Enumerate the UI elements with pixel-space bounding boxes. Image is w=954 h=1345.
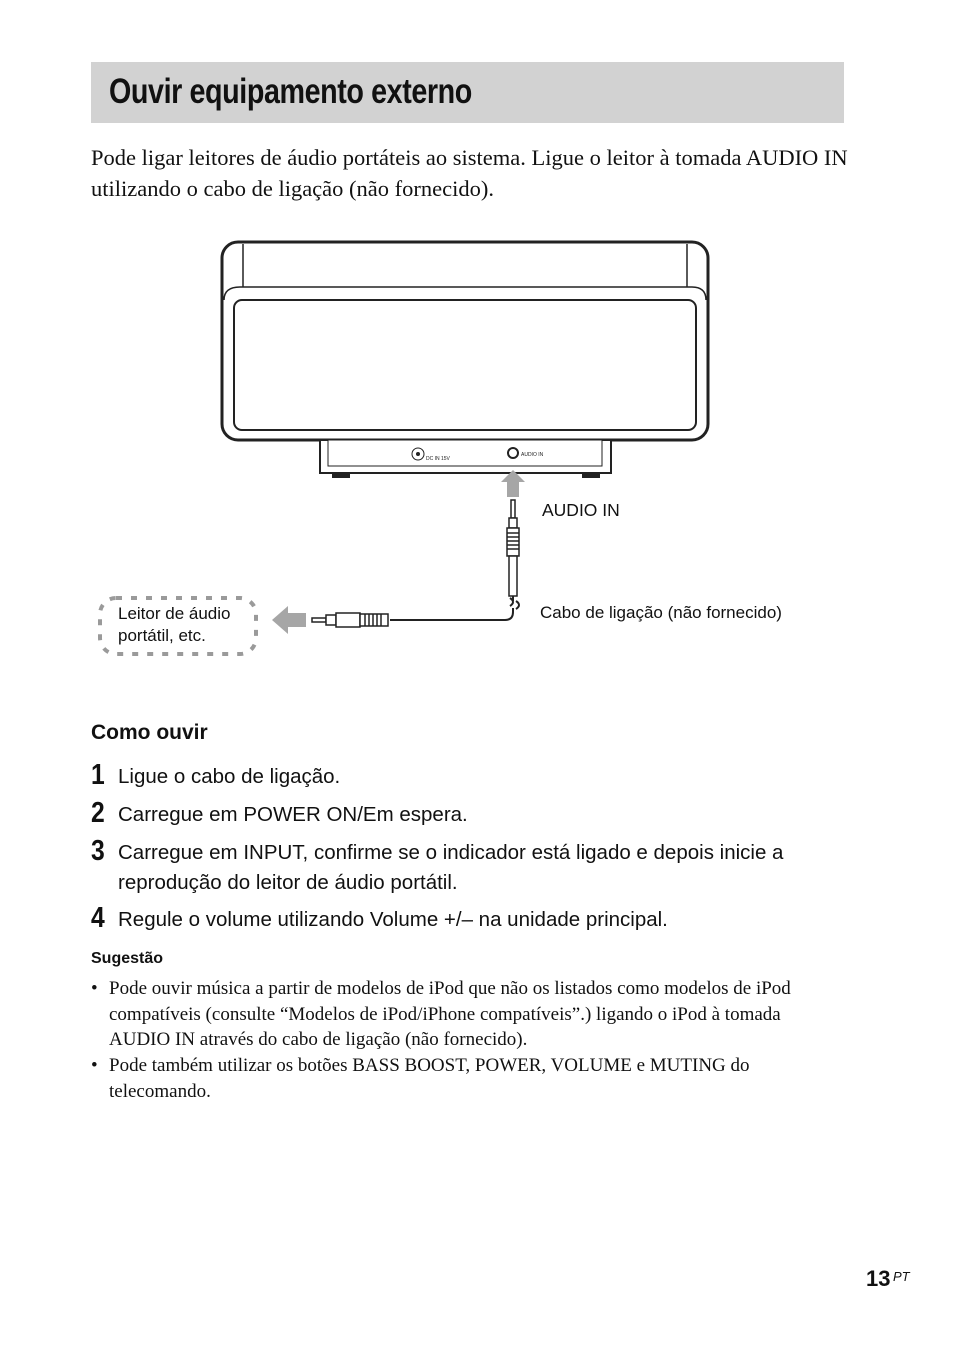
step-text: Carregue em POWER ON/Em espera. <box>118 803 468 826</box>
player-label-line1: Leitor de áudio <box>118 604 231 623</box>
dc-in-label: DC IN 15V <box>426 456 450 462</box>
tip-text: Pode também utilizar os botões BASS BOOST, POWER, VOLUME e MUTING do telecomando. <box>109 1055 750 1102</box>
step-number: 3 <box>91 835 105 867</box>
tip-text: Pode ouvir música a partir de modelos de iPod que não os listados como modelos de iPod compatíveis (consulte “Modelos de iPod/iPhone compatíveis”.) ligando o iPod à tomada AUDIO IN através do cabo de ligação (não fornecido). <box>109 978 791 1050</box>
audio-plug-horizontal <box>312 613 388 627</box>
speaker-foot-right <box>582 473 600 478</box>
speaker-foot-left <box>332 473 350 478</box>
bullet: • <box>91 978 98 999</box>
intro-paragraph: Pode ligar leitores de áudio portáteis ao sistema. Ligue o leitor à tomada AUDIO IN utilizando o cabo de ligação (não fornecido). <box>91 145 848 201</box>
up-arrow-icon <box>501 470 525 497</box>
speaker-grille <box>234 300 696 430</box>
step-text: Regule o volume utilizando Volume +/– na unidade principal. <box>118 908 668 931</box>
step-number: 1 <box>91 759 105 791</box>
step-text: Carregue em INPUT, confirme se o indicador está ligado e depois inicie a reprodução do leitor de áudio portátil. <box>118 841 784 894</box>
bullet: • <box>91 1055 98 1076</box>
step-number: 4 <box>91 902 105 934</box>
audio-plug-vertical <box>507 500 519 596</box>
tip-heading: Sugestão <box>91 950 164 967</box>
audio-in-port-label: AUDIO IN <box>521 452 544 458</box>
player-label-line2: portátil, etc. <box>118 626 206 645</box>
step-number: 2 <box>91 797 105 829</box>
how-to-heading: Como ouvir <box>91 721 208 744</box>
step-text: Ligue o cabo de ligação. <box>118 765 341 788</box>
audio-in-callout: AUDIO IN <box>542 500 620 520</box>
left-arrow-icon <box>272 606 306 634</box>
audio-in-port-icon <box>508 448 518 458</box>
speaker-unit <box>222 242 708 478</box>
speaker-base-inner <box>328 440 602 466</box>
dc-in-port-center <box>416 452 420 456</box>
page-number: 13 <box>866 1266 891 1291</box>
connection-cable <box>390 596 519 620</box>
cable-label: Cabo de ligação (não fornecido) <box>540 603 782 622</box>
page-language-suffix: PT <box>893 1269 910 1284</box>
page-title: Ouvir equipamento externo <box>109 72 472 111</box>
